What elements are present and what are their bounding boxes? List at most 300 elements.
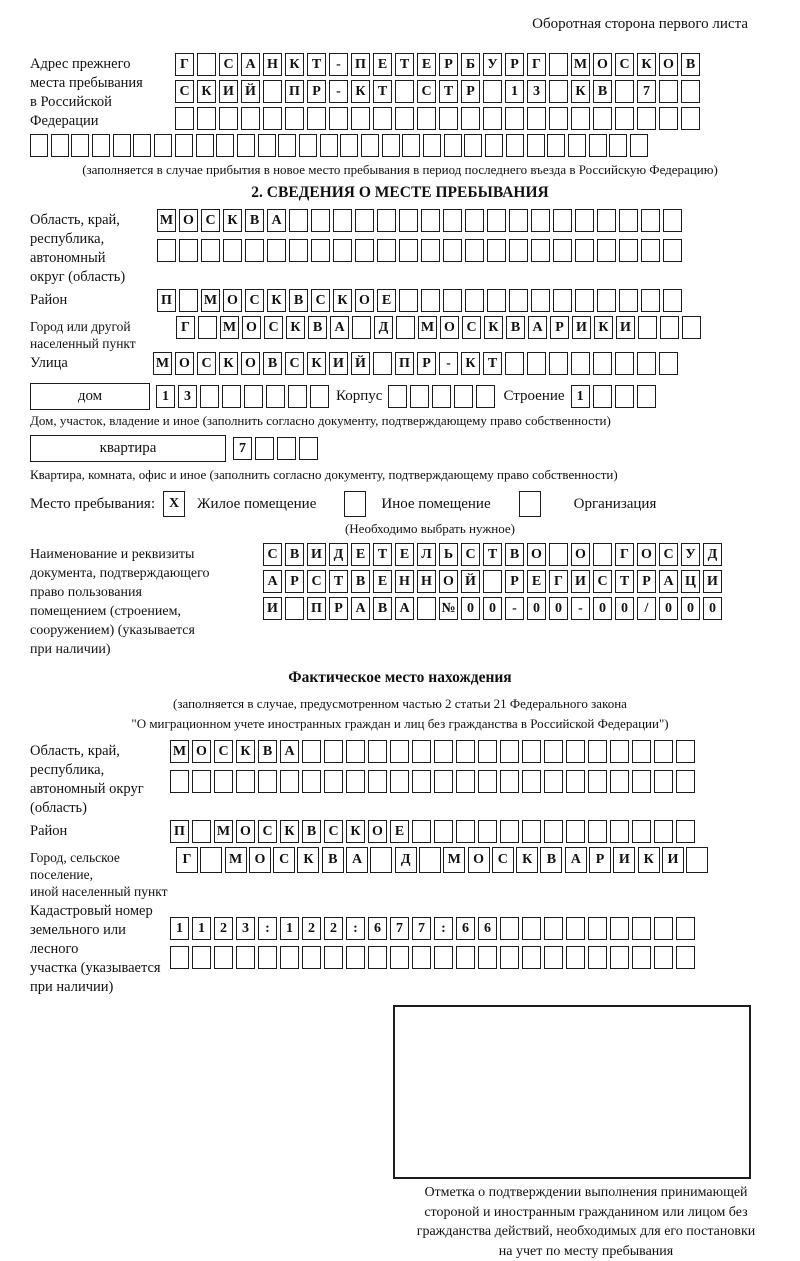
char-box[interactable]: О (637, 543, 656, 566)
char-box[interactable] (157, 239, 176, 262)
char-box[interactable]: К (346, 820, 365, 843)
char-box[interactable]: У (483, 53, 502, 76)
char-box[interactable] (676, 946, 695, 969)
char-box[interactable] (547, 134, 565, 157)
char-box[interactable]: Е (417, 53, 436, 76)
char-box[interactable]: С (311, 289, 330, 312)
char-box[interactable]: Р (505, 53, 524, 76)
char-box[interactable] (632, 770, 651, 793)
char-box[interactable]: 3 (178, 385, 197, 408)
char-box[interactable] (464, 134, 482, 157)
char-box[interactable] (676, 820, 695, 843)
char-box[interactable]: - (439, 352, 458, 375)
char-box[interactable]: - (329, 53, 348, 76)
char-box[interactable] (402, 134, 420, 157)
char-box[interactable] (588, 946, 607, 969)
char-box[interactable] (373, 107, 392, 130)
cadastral-row-1[interactable] (170, 917, 698, 940)
city-row[interactable] (176, 316, 704, 339)
char-box[interactable] (302, 740, 321, 763)
char-box[interactable] (280, 946, 299, 969)
char-box[interactable] (654, 770, 673, 793)
char-box[interactable] (368, 770, 387, 793)
region-row-1[interactable] (157, 209, 685, 232)
char-box[interactable]: О (192, 740, 211, 763)
char-box[interactable] (522, 770, 541, 793)
char-box[interactable] (456, 740, 475, 763)
char-box[interactable] (245, 239, 264, 262)
char-box[interactable]: О (527, 543, 546, 566)
char-box[interactable] (351, 107, 370, 130)
char-box[interactable] (175, 134, 193, 157)
char-box[interactable] (439, 107, 458, 130)
char-box[interactable]: И (571, 570, 590, 593)
char-box[interactable] (663, 239, 682, 262)
char-box[interactable]: М (443, 847, 465, 873)
char-box[interactable] (289, 209, 308, 232)
char-box[interactable] (370, 847, 392, 873)
char-box[interactable]: Е (373, 570, 392, 593)
char-box[interactable]: 7 (233, 437, 252, 460)
char-box[interactable] (299, 134, 317, 157)
char-box[interactable] (200, 847, 222, 873)
char-box[interactable] (593, 107, 612, 130)
char-box[interactable] (285, 597, 304, 620)
char-box[interactable]: 0 (659, 597, 678, 620)
char-box[interactable] (302, 770, 321, 793)
char-box[interactable] (396, 316, 415, 339)
char-box[interactable] (355, 209, 374, 232)
char-box[interactable]: Б (461, 53, 480, 76)
char-box[interactable]: 1 (170, 917, 189, 940)
char-box[interactable]: С (175, 80, 194, 103)
char-box[interactable]: В (681, 53, 700, 76)
char-box[interactable]: О (249, 847, 271, 873)
char-box[interactable] (575, 289, 594, 312)
char-box[interactable]: 1 (280, 917, 299, 940)
char-box[interactable]: В (373, 597, 392, 620)
char-box[interactable] (324, 770, 343, 793)
previous-address-row-1[interactable] (175, 53, 703, 76)
char-box[interactable] (465, 209, 484, 232)
char-box[interactable] (681, 80, 700, 103)
char-box[interactable]: О (179, 209, 198, 232)
char-box[interactable] (382, 134, 400, 157)
char-box[interactable]: У (681, 543, 700, 566)
char-box[interactable] (197, 107, 216, 130)
char-box[interactable] (593, 352, 612, 375)
char-box[interactable] (588, 820, 607, 843)
char-box[interactable]: С (258, 820, 277, 843)
char-box[interactable] (113, 134, 131, 157)
char-box[interactable] (588, 740, 607, 763)
char-box[interactable]: К (307, 352, 326, 375)
char-box[interactable]: К (516, 847, 538, 873)
char-box[interactable] (597, 289, 616, 312)
actual-region-row-1[interactable] (170, 740, 698, 763)
char-box[interactable] (214, 946, 233, 969)
char-box[interactable] (222, 385, 241, 408)
char-box[interactable] (549, 107, 568, 130)
char-box[interactable]: Е (351, 543, 370, 566)
char-box[interactable]: М (571, 53, 590, 76)
char-box[interactable] (423, 134, 441, 157)
house-number-row[interactable] (156, 385, 332, 408)
char-box[interactable]: Т (483, 543, 502, 566)
char-box[interactable]: М (153, 352, 172, 375)
char-box[interactable]: 6 (456, 917, 475, 940)
char-box[interactable]: Т (615, 570, 634, 593)
char-box[interactable] (333, 239, 352, 262)
char-box[interactable]: Г (176, 316, 195, 339)
char-box[interactable]: Р (589, 847, 611, 873)
char-box[interactable] (659, 80, 678, 103)
char-box[interactable]: К (219, 352, 238, 375)
char-box[interactable] (654, 740, 673, 763)
char-box[interactable]: 0 (681, 597, 700, 620)
char-box[interactable] (133, 134, 151, 157)
char-box[interactable] (434, 770, 453, 793)
char-box[interactable] (487, 289, 506, 312)
actual-region-row-2[interactable] (170, 770, 698, 793)
char-box[interactable] (395, 80, 414, 103)
char-box[interactable]: 2 (214, 917, 233, 940)
char-box[interactable]: К (638, 847, 660, 873)
char-box[interactable]: - (329, 80, 348, 103)
char-box[interactable]: С (492, 847, 514, 873)
char-box[interactable]: В (302, 820, 321, 843)
char-box[interactable]: Т (373, 80, 392, 103)
char-box[interactable]: В (506, 316, 525, 339)
actual-city-row[interactable] (176, 847, 711, 873)
char-box[interactable] (71, 134, 89, 157)
char-box[interactable] (277, 437, 296, 460)
char-box[interactable] (506, 134, 524, 157)
char-box[interactable] (346, 770, 365, 793)
char-box[interactable] (531, 289, 550, 312)
char-box[interactable] (588, 770, 607, 793)
char-box[interactable]: В (540, 847, 562, 873)
char-box[interactable] (531, 239, 550, 262)
char-box[interactable] (478, 740, 497, 763)
char-box[interactable]: 7 (390, 917, 409, 940)
char-box[interactable] (637, 107, 656, 130)
char-box[interactable] (333, 209, 352, 232)
char-box[interactable] (92, 134, 110, 157)
char-box[interactable] (566, 946, 585, 969)
previous-address-row-3[interactable] (175, 107, 703, 130)
char-box[interactable] (676, 770, 695, 793)
char-box[interactable] (310, 385, 329, 408)
checkbox-other-premises[interactable] (344, 491, 369, 517)
district-row[interactable] (157, 289, 685, 312)
char-box[interactable] (417, 597, 436, 620)
char-box[interactable]: В (351, 570, 370, 593)
char-box[interactable]: 7 (412, 917, 431, 940)
char-box[interactable] (610, 820, 629, 843)
char-box[interactable]: И (616, 316, 635, 339)
char-box[interactable]: К (285, 53, 304, 76)
char-box[interactable]: 1 (571, 385, 590, 408)
char-box[interactable] (200, 385, 219, 408)
char-box[interactable] (500, 740, 519, 763)
char-box[interactable] (663, 209, 682, 232)
char-box[interactable] (263, 107, 282, 130)
char-box[interactable]: А (263, 570, 282, 593)
char-box[interactable] (544, 917, 563, 940)
char-box[interactable]: С (324, 820, 343, 843)
char-box[interactable]: Е (395, 543, 414, 566)
char-box[interactable]: : (434, 917, 453, 940)
char-box[interactable] (659, 352, 678, 375)
char-box[interactable]: В (263, 352, 282, 375)
char-box[interactable] (395, 107, 414, 130)
char-box[interactable] (280, 770, 299, 793)
char-box[interactable]: Т (373, 543, 392, 566)
char-box[interactable] (421, 289, 440, 312)
char-box[interactable]: С (219, 53, 238, 76)
char-box[interactable]: Д (703, 543, 722, 566)
char-box[interactable] (682, 316, 701, 339)
char-box[interactable]: 0 (549, 597, 568, 620)
char-box[interactable] (641, 289, 660, 312)
char-box[interactable] (632, 740, 651, 763)
char-box[interactable] (593, 385, 612, 408)
char-box[interactable]: М (418, 316, 437, 339)
char-box[interactable] (51, 134, 69, 157)
char-box[interactable] (223, 239, 242, 262)
char-box[interactable]: Й (351, 352, 370, 375)
region-row-2[interactable] (157, 239, 685, 262)
char-box[interactable] (361, 134, 379, 157)
char-box[interactable]: 6 (368, 917, 387, 940)
char-box[interactable] (465, 239, 484, 262)
char-box[interactable]: П (285, 80, 304, 103)
char-box[interactable] (641, 239, 660, 262)
char-box[interactable] (355, 239, 374, 262)
char-box[interactable] (478, 770, 497, 793)
char-box[interactable]: Г (175, 53, 194, 76)
char-box[interactable]: А (351, 597, 370, 620)
char-box[interactable] (412, 820, 431, 843)
char-box[interactable] (575, 239, 594, 262)
char-box[interactable] (619, 289, 638, 312)
char-box[interactable] (368, 946, 387, 969)
char-box[interactable]: / (637, 597, 656, 620)
checkbox-residential[interactable] (163, 491, 188, 517)
char-box[interactable]: К (267, 289, 286, 312)
char-box[interactable] (549, 80, 568, 103)
char-box[interactable]: С (417, 80, 436, 103)
char-box[interactable] (505, 352, 524, 375)
document-row-2[interactable] (263, 570, 725, 593)
char-box[interactable] (588, 917, 607, 940)
char-box[interactable]: 0 (461, 597, 480, 620)
char-box[interactable]: Й (241, 80, 260, 103)
char-box[interactable]: И (703, 570, 722, 593)
char-box[interactable]: 0 (615, 597, 634, 620)
char-box[interactable]: В (289, 289, 308, 312)
char-box[interactable] (244, 385, 263, 408)
char-box[interactable] (214, 770, 233, 793)
char-box[interactable]: О (439, 570, 458, 593)
char-box[interactable] (30, 134, 48, 157)
char-box[interactable]: П (395, 352, 414, 375)
char-box[interactable] (175, 107, 194, 130)
char-box[interactable]: К (351, 80, 370, 103)
char-box[interactable] (443, 209, 462, 232)
char-box[interactable] (412, 770, 431, 793)
char-box[interactable]: А (395, 597, 414, 620)
char-box[interactable]: Р (439, 53, 458, 76)
char-box[interactable]: С (245, 289, 264, 312)
char-box[interactable] (456, 820, 475, 843)
previous-address-row-4[interactable] (30, 134, 770, 157)
char-box[interactable]: К (461, 352, 480, 375)
korpus-row[interactable] (388, 385, 498, 408)
char-box[interactable]: А (241, 53, 260, 76)
char-box[interactable] (509, 289, 528, 312)
char-box[interactable] (522, 917, 541, 940)
char-box[interactable]: М (214, 820, 233, 843)
char-box[interactable] (505, 107, 524, 130)
char-box[interactable]: 6 (478, 917, 497, 940)
char-box[interactable] (237, 134, 255, 157)
char-box[interactable]: Р (550, 316, 569, 339)
char-box[interactable] (241, 107, 260, 130)
char-box[interactable]: - (505, 597, 524, 620)
char-box[interactable]: М (225, 847, 247, 873)
char-box[interactable]: В (258, 740, 277, 763)
char-box[interactable] (346, 740, 365, 763)
char-box[interactable] (340, 134, 358, 157)
char-box[interactable]: С (264, 316, 283, 339)
char-box[interactable]: В (322, 847, 344, 873)
char-box[interactable]: Г (527, 53, 546, 76)
char-box[interactable]: 3 (236, 917, 255, 940)
char-box[interactable]: Р (307, 80, 326, 103)
char-box[interactable]: И (329, 352, 348, 375)
char-box[interactable] (307, 107, 326, 130)
char-box[interactable] (198, 316, 217, 339)
char-box[interactable] (390, 740, 409, 763)
char-box[interactable] (632, 946, 651, 969)
char-box[interactable]: Л (417, 543, 436, 566)
char-box[interactable] (531, 209, 550, 232)
char-box[interactable]: Т (439, 80, 458, 103)
char-box[interactable]: И (572, 316, 591, 339)
char-box[interactable] (659, 107, 678, 130)
char-box[interactable] (676, 917, 695, 940)
char-box[interactable]: Т (329, 570, 348, 593)
char-box[interactable] (197, 53, 216, 76)
char-box[interactable] (219, 107, 238, 130)
char-box[interactable]: П (307, 597, 326, 620)
char-box[interactable] (299, 437, 318, 460)
char-box[interactable]: Н (395, 570, 414, 593)
char-box[interactable] (619, 209, 638, 232)
char-box[interactable]: : (346, 917, 365, 940)
char-box[interactable] (201, 239, 220, 262)
char-box[interactable]: Е (390, 820, 409, 843)
char-box[interactable]: Т (307, 53, 326, 76)
char-box[interactable]: М (220, 316, 239, 339)
char-box[interactable] (487, 209, 506, 232)
char-box[interactable] (615, 352, 634, 375)
char-box[interactable] (179, 239, 198, 262)
char-box[interactable]: Р (461, 80, 480, 103)
char-box[interactable]: А (528, 316, 547, 339)
char-box[interactable] (465, 289, 484, 312)
char-box[interactable] (454, 385, 473, 408)
char-box[interactable] (432, 385, 451, 408)
char-box[interactable] (619, 239, 638, 262)
char-box[interactable]: К (297, 847, 319, 873)
char-box[interactable] (615, 107, 634, 130)
char-box[interactable] (522, 946, 541, 969)
char-box[interactable] (615, 385, 634, 408)
char-box[interactable]: К (197, 80, 216, 103)
char-box[interactable] (654, 917, 673, 940)
char-box[interactable] (278, 134, 296, 157)
char-box[interactable] (192, 946, 211, 969)
char-box[interactable] (368, 740, 387, 763)
char-box[interactable]: С (263, 543, 282, 566)
char-box[interactable] (597, 209, 616, 232)
char-box[interactable]: Г (615, 543, 634, 566)
char-box[interactable]: К (484, 316, 503, 339)
char-box[interactable]: 2 (302, 917, 321, 940)
street-row[interactable] (153, 352, 681, 375)
char-box[interactable] (566, 740, 585, 763)
char-box[interactable]: И (613, 847, 635, 873)
char-box[interactable]: В (308, 316, 327, 339)
char-box[interactable] (632, 820, 651, 843)
char-box[interactable] (373, 352, 392, 375)
char-box[interactable]: 3 (527, 80, 546, 103)
char-box[interactable] (320, 134, 338, 157)
char-box[interactable] (311, 209, 330, 232)
char-box[interactable] (641, 209, 660, 232)
char-box[interactable] (399, 289, 418, 312)
char-box[interactable]: Е (373, 53, 392, 76)
char-box[interactable]: О (241, 352, 260, 375)
char-box[interactable]: № (439, 597, 458, 620)
char-box[interactable] (553, 209, 572, 232)
char-box[interactable] (399, 209, 418, 232)
char-box[interactable]: О (368, 820, 387, 843)
char-box[interactable] (686, 847, 708, 873)
char-box[interactable]: О (659, 53, 678, 76)
char-box[interactable] (660, 316, 679, 339)
char-box[interactable] (483, 570, 502, 593)
char-box[interactable]: К (236, 740, 255, 763)
char-box[interactable]: А (280, 740, 299, 763)
char-box[interactable]: С (461, 543, 480, 566)
char-box[interactable] (544, 770, 563, 793)
char-box[interactable]: Г (176, 847, 198, 873)
char-box[interactable] (485, 134, 503, 157)
char-box[interactable] (419, 847, 441, 873)
char-box[interactable] (434, 946, 453, 969)
char-box[interactable] (509, 209, 528, 232)
char-box[interactable] (566, 917, 585, 940)
char-box[interactable]: Р (505, 570, 524, 593)
char-box[interactable] (377, 239, 396, 262)
char-box[interactable] (519, 491, 541, 517)
char-box[interactable]: С (273, 847, 295, 873)
char-box[interactable]: А (267, 209, 286, 232)
